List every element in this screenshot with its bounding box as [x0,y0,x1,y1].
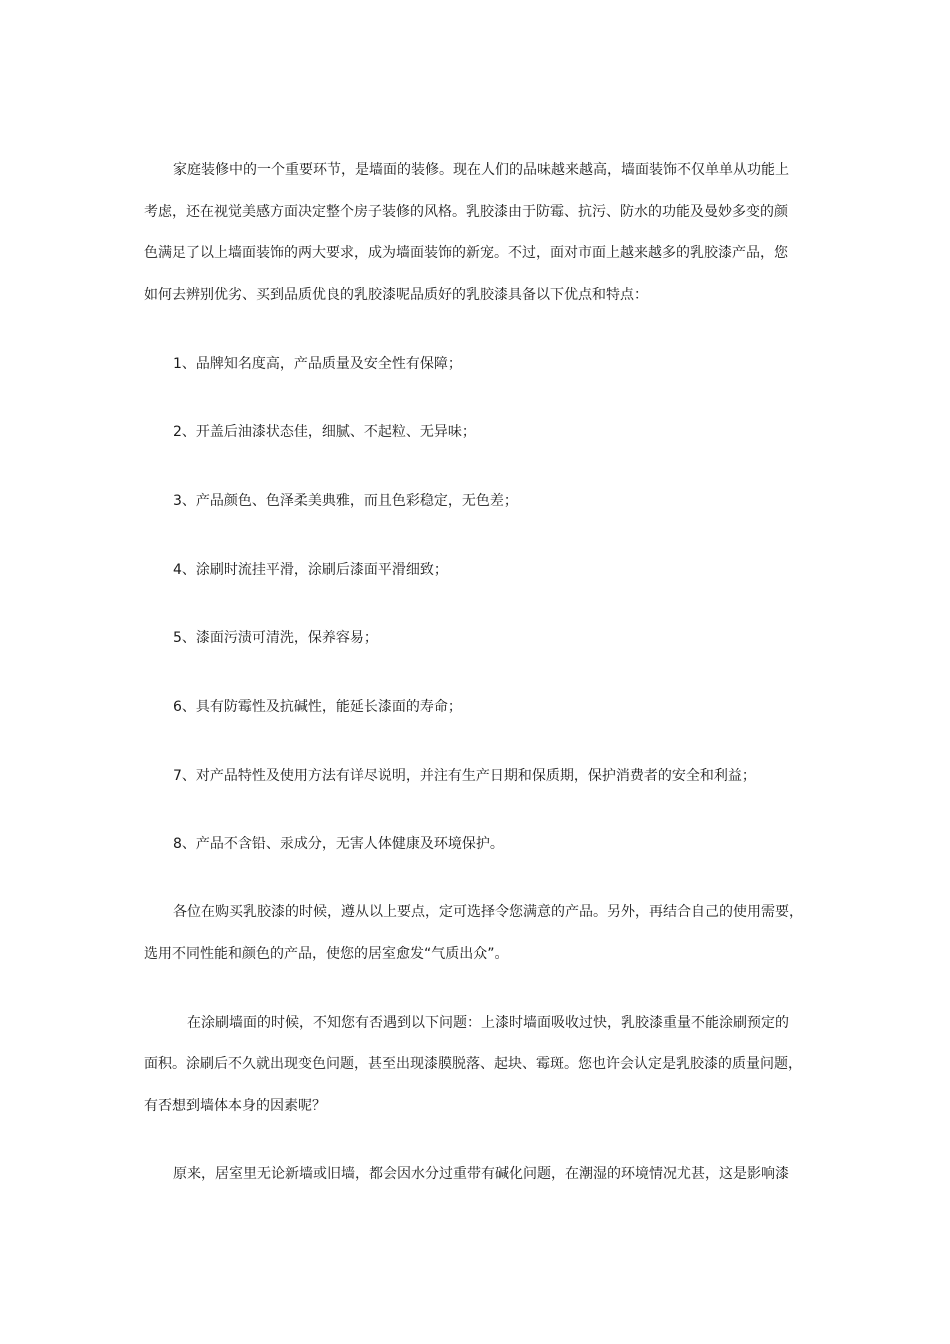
problems-line-3: 有否想到墙体本身的因素呢？ [144,1098,326,1114]
intro-line-3: 色满足了以上墙面装饰的两大要求，成为墙面装饰的新宠。不过，面对市面上越来越多的乳胶漆产品，您 [144,245,788,261]
problems-line-1: 在涂刷墙面的时候，不知您有否遇到以下问题：上漆时墙面吸收过快，乳胶漆重量不能涂刷预定的 [187,1015,789,1031]
intro-line-1: 家庭装修中的一个重要环节，是墙面的装修。现在人们的品味越来越高，墙面装饰不仅单单从功能上 [173,162,789,178]
feature-item-5: 5、漆面污渍可清洗，保养容易； [173,630,378,646]
feature-item-4: 4、涂刷时流挂平滑，涂刷后漆面平滑细致； [173,562,448,578]
advice-line-2: 选用不同性能和颜色的产品，使您的居室愈发“气质出众”。 [144,946,509,962]
feature-item-1: 1、品牌知名度高，产品质量及安全性有保障； [173,356,462,372]
feature-item-6: 6、具有防霉性及抗碱性，能延长漆面的寿命； [173,699,462,715]
feature-item-3: 3、产品颜色、色泽柔美典雅，而且色彩稳定，无色差； [173,493,518,509]
advice-line-1: 各位在购买乳胶漆的时候，遵从以上要点，定可选择令您满意的产品。另外，再结合自己的使用需要， [173,904,803,920]
cause-line-1: 原来，居室里无论新墙或旧墙，都会因水分过重带有碱化问题，在潮湿的环境情况尤甚，这是影响漆 [173,1166,789,1182]
intro-line-4: 如何去辨别优劣、买到品质优良的乳胶漆呢品质好的乳胶漆具备以下优点和特点： [144,287,648,303]
feature-item-7: 7、对产品特性及使用方法有详尽说明，并注有生产日期和保质期，保护消费者的安全和利益； [173,768,756,784]
problems-line-2: 面积。涂刷后不久就出现变色问题，甚至出现漆膜脱落、起块、霉斑。您也许会认定是乳胶漆的质量问题， [144,1056,802,1072]
feature-item-8: 8、产品不含铅、汞成分，无害人体健康及环境保护。 [173,836,504,852]
intro-line-2: 考虑，还在视觉美感方面决定整个房子装修的风格。乳胶漆由于防霉、抗污、防水的功能及曼妙多变的颜 [144,204,788,220]
feature-item-2: 2、开盖后油漆状态佳，细腻、不起粒、无异味； [173,424,476,440]
